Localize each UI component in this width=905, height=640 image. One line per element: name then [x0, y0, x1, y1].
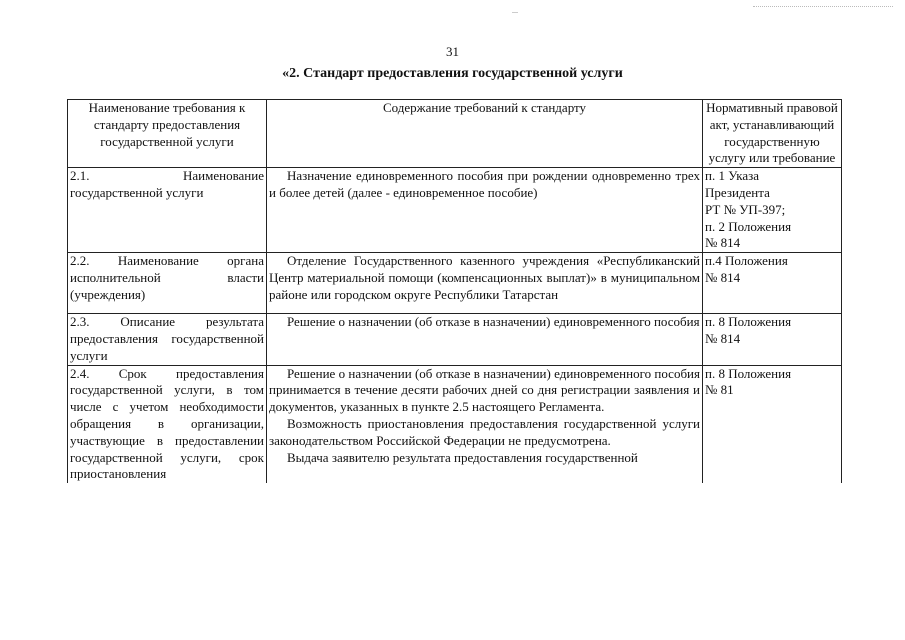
- act-line: № 81: [705, 382, 734, 398]
- requirement-cell: 2.1. Наименование государственной услуги: [68, 168, 267, 253]
- requirement-cell: 2.4. Срок предоставления государственной услуги, в том числе с учетом необходимости обращения в организации, участвующие в предоставлении государственной услуги, срок приостановления: [68, 365, 267, 483]
- table-row: [68, 253, 842, 314]
- content-paragraph: Отделение Государственного казенного учреждения «Республиканский Центр материальной помощи (компенсационных выплат)» в муниципальном районе или городском округе Республики Татарстан: [269, 253, 700, 302]
- act-line: п.4 Положения: [705, 253, 788, 269]
- act-cell: [703, 314, 842, 365]
- content-paragraph: Назначение единовременного пособия при рождении одновременно трех и более детей (далее - единовременное пособие): [269, 168, 700, 200]
- content-cell: [267, 365, 703, 483]
- act-line: п. 1 Указа: [705, 168, 760, 184]
- section-title: «2. Стандарт предоставления государственной услуги: [282, 66, 623, 81]
- requirement-cell: 2.2. Наименование органа исполнительной власти (учреждения): [68, 253, 267, 314]
- header-content: Содержание требований к стандарту: [267, 100, 703, 168]
- header-requirement: Наименование требования к стандарту предоставления государственной услуги: [68, 100, 267, 168]
- act-line: п. 8 Положения: [705, 365, 792, 381]
- table-row: [68, 168, 842, 253]
- act-line: № 814: [705, 330, 741, 346]
- content-paragraph: Решение о назначении (об отказе в назначении) единовременного пособия: [287, 314, 700, 330]
- content-cell: [267, 253, 703, 314]
- act-line: РТ № УП-397;: [705, 201, 786, 217]
- act-cell: [703, 365, 842, 483]
- content-cell: [267, 168, 703, 253]
- content-paragraph: Решение о назначении (об отказе в назначении) единовременного пособия принимается в течение десяти рабочих дней со дня регистрации заявления и документов, указанных в пункте 2.5 настоящего Регламента.: [269, 365, 700, 415]
- act-line: п. 8 Положения: [705, 314, 792, 330]
- table-row: [68, 314, 842, 365]
- content-paragraph: Выдача заявителю результата предоставления государственной: [287, 449, 638, 465]
- page-number: 31: [446, 44, 459, 59]
- act-cell: [703, 253, 842, 314]
- act-line: № 814: [705, 269, 741, 285]
- act-cell: [703, 168, 842, 253]
- content-cell: [267, 314, 703, 365]
- requirement-cell: 2.3. Описание результата предоставления государственной услуги: [68, 314, 267, 365]
- scan-artifact: [512, 12, 518, 13]
- table-row: [68, 365, 842, 483]
- content-paragraph: Возможность приостановления предоставления государственной услуги законодательством Российской Федерации не предусмотрена.: [269, 415, 700, 448]
- act-line: № 814: [705, 235, 741, 251]
- table-header-row: [68, 100, 842, 168]
- standard-table: [67, 99, 842, 483]
- header-act: Нормативный правовой акт, устанавливающий государственную услугу или требование: [703, 100, 842, 168]
- scan-artifact: [753, 6, 893, 9]
- act-line: п. 2 Положения: [705, 218, 792, 234]
- act-line: Президента: [705, 184, 770, 200]
